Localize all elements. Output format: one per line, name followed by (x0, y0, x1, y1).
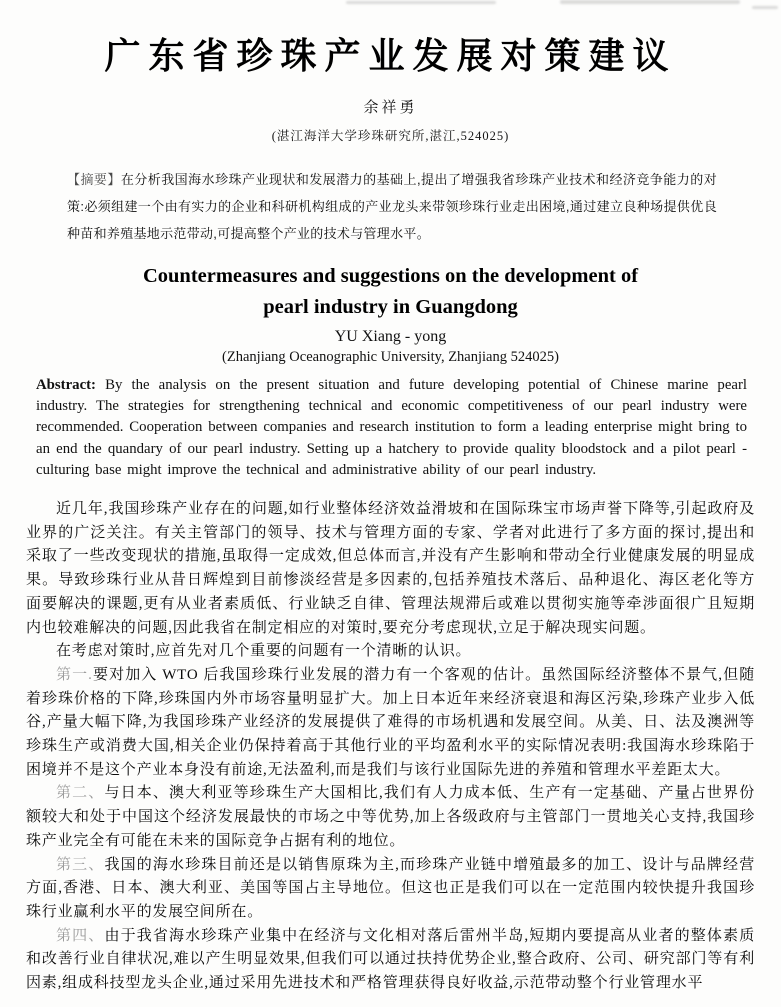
affiliation-cn: (湛江海洋大学珍珠研究所,湛江,524025) (271, 129, 510, 143)
abstract-cn-label: 【摘要】 (67, 172, 121, 187)
author-name-en: YU Xiang - yong (334, 328, 447, 345)
paper-title-en-line2: pearl industry in Guangdong (263, 296, 518, 318)
paper-title-en-line1: Countermeasures and suggestions on the development of (142, 265, 639, 287)
paragraph-text: 我国的海水珍珠目前还是以销售原珠为主,而珍珠产业链中增殖最多的加工、设计与品牌经营方面,香港、日本、澳大利亚、美国等国占主导地位。但这也正是我们可以在一定范围内较快提升我国珍珠行业赢利水平的发展空间所在。 (26, 856, 755, 920)
scan-artifact (346, 1, 496, 4)
paragraph-marker: 第三、 (56, 856, 105, 873)
affiliation-en: (Zhanjiang Oceanographic University, Zhanjiang 524025) (222, 349, 559, 365)
paragraph-marker: 第二、 (56, 785, 105, 802)
paper-title-en (0, 261, 781, 323)
paragraph-marker: 第一. (56, 666, 93, 683)
body-paragraph-point-1 (26, 664, 755, 783)
abstract-en-text: By the analysis on the present situation and future developing potential of Chinese marine pearl industry. The strategies for strengthening technical and economic competitiveness of our pearl industry were recommended. Cooperation between companies and research institution to form a leading enterprise might bring to an end the quandary of our pearl industry. Setting up a hatchery to provide quality bloodstock and a pilot pearl - culturing base might improve the technical and administrative ability of our pearl industry. (36, 377, 747, 478)
abstract-en (36, 375, 747, 481)
abstract-cn (67, 166, 717, 247)
body-paragraph-point-4 (26, 925, 755, 996)
body-paragraph-lead (26, 640, 755, 664)
paragraph-marker: 第四、 (56, 927, 105, 944)
body-text (26, 498, 755, 996)
paragraph-text: 在考虑对策时,应首先对几个重要的问题有一个清晰的认识。 (56, 643, 472, 660)
paper-title-cn: 广东省珍珠产业发展对策建议 (104, 35, 677, 76)
paragraph-text: 要对加入 WTO 后我国珍珠行业发展的潜力有一个客观的估计。虽然国际经济整体不景气,但随着珍珠价格的下降,珍珠国内外市场容量明显扩大。加上日本近年来经济衰退和海区污染,珍珠产业步入低谷,产量大幅下降,为我国珍珠产业经济的发展提供了难得的市场机遇和发展空间。从美、日、法及澳洲等珍珠生产或消费大国,相关企业仍保持着高于其他行业的平均盈利水平的实际情况表明:我国海水珍珠陷于困境并不是这个产业本身没有前途,无法盈利,而是我们与该行业国际先进的养殖和管理水平差距太大。 (26, 666, 755, 778)
scan-artifact (560, 0, 740, 4)
paragraph-text: 与日本、澳大利亚等珍珠生产大国相比,我们有人力成本低、生产有一定基础、产量占世界份额较大和处于中国这个经济发展最快的市场之中等优势,加上各级政府与主管部门一贯地关心支持,我国珍珠产业完全有可能在未来的国际竞争占据有利的地位。 (26, 785, 755, 849)
body-paragraph-point-3 (26, 854, 755, 925)
paragraph-text: 由于我省海水珍珠产业集中在经济与文化相对落后雷州半岛,短期内要提高从业者的整体素质和改善行业自律状况,难以产生明显效果,但我们可以通过扶持优势企业,整合政府、公司、研究部门等有利因素,组成科技型龙头企业,通过采用先进技术和严格管理获得良好收益,示范带动整个行业管理水平 (26, 927, 755, 992)
scan-artifact (752, 6, 778, 9)
body-paragraph-intro (26, 498, 755, 640)
abstract-en-label: Abstract: (36, 377, 96, 393)
abstract-cn-text: 在分析我国海水珍珠产业现状和发展潜力的基础上,提出了增强我省珍珠产业技术和经济竞争能力的对策:必须组建一个由有实力的企业和科研机构组成的产业龙头来带领珍珠行业走出困境,通过建立良种场提供优良种苗和养殖基地示范带动,可提高整个产业的技术与管理水平。 (67, 172, 717, 241)
paragraph-text: 近几年,我国珍珠产业存在的问题,如行业整体经济效益滑坡和在国际珠宝市场声誉下降等,引起政府及业界的广泛关注。有关主管部门的领导、技术与管理方面的专家、学者对此进行了多方面的探讨,提出和采取了一些改变现状的措施,虽取得一定成效,但总体而言,并没有产生影响和带动全行业健康发展的明显成果。导致珍珠行业从昔日辉煌到目前惨淡经营是多因素的,包括养殖技术落后、品种退化、海区老化等方面要解决的课题,更有从业者素质低、行业缺乏自律、管理法规滞后或难以贯彻实施等牵涉面很广且短期内也较难解决的问题,因此我省在制定相应的对策时,要充分考虑现状,立足于解决现实问题。 (26, 501, 755, 636)
author-name-cn: 余祥勇 (363, 99, 418, 116)
body-paragraph-point-2 (26, 782, 755, 853)
